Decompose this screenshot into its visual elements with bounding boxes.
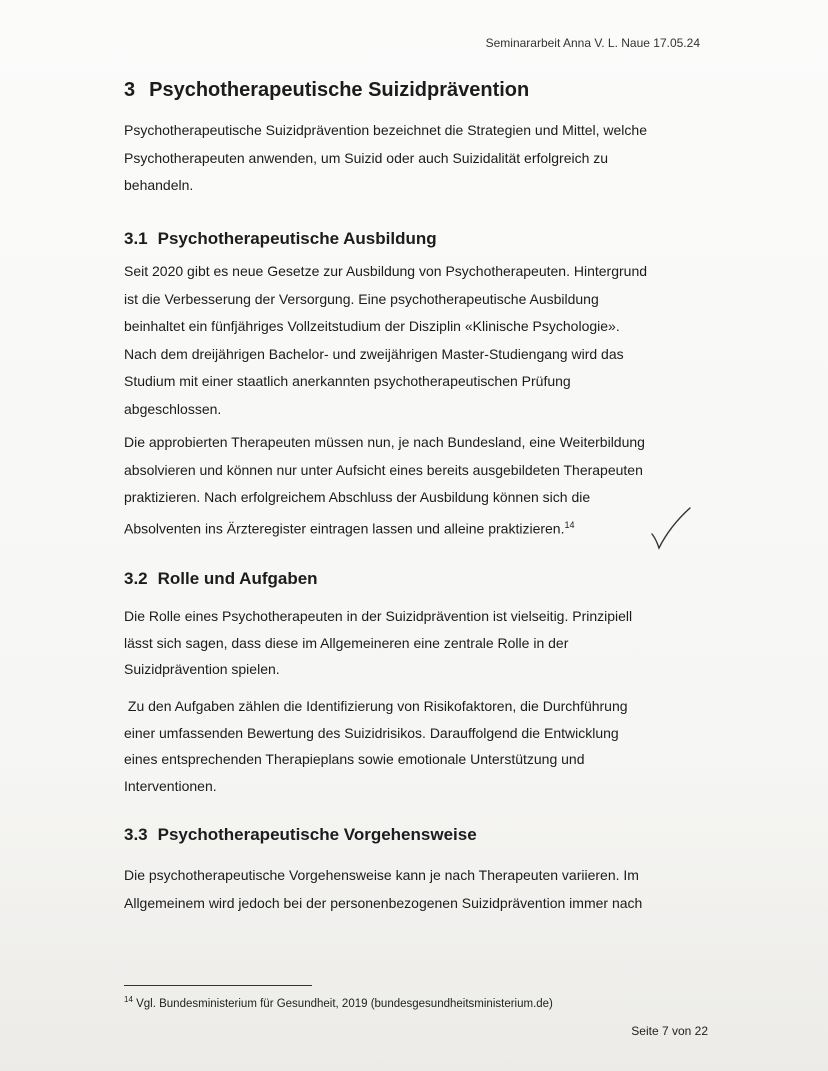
- section-3-heading: [124, 79, 529, 102]
- footnote-reference: 14: [564, 519, 575, 530]
- text-line: Die Rolle eines Psychotherapeuten in der Suizidprävention ist vielseitig. Prinzipiell: [124, 608, 633, 624]
- text-line: Psychotherapeuten anwenden, um Suizid oder auch Suizidalität erfolgreich zu: [124, 149, 609, 166]
- text-line: Die psychotherapeutische Vorgehensweise kann je nach Therapeuten variieren. Im: [124, 867, 639, 883]
- text-line: Studium mit einer staatlich anerkannten psychotherapeutischen Prüfung: [124, 373, 571, 389]
- paragraph: [124, 258, 724, 423]
- text-line: beinhaltet ein fünfjähriges Vollzeitstudium der Disziplin «Klinische Psychologie».: [124, 318, 620, 334]
- text-line: eines entsprechenden Therapieplans sowie emotionale Unterstützung und: [124, 751, 585, 767]
- section-3-3-heading: [124, 825, 477, 845]
- text-line: lässt sich sagen, dass diese im Allgemeineren eine zentrale Rolle in der: [124, 634, 569, 651]
- text-line: Zu den Aufgaben zählen die Identifizierung von Risikofaktoren, die Durchführung: [124, 698, 628, 714]
- paragraph: [124, 429, 724, 543]
- text-line: behandeln.: [124, 177, 194, 193]
- paragraph: [124, 862, 724, 917]
- section-3-2-heading: [124, 569, 318, 589]
- handwritten-checkmark-icon: [648, 506, 694, 552]
- text-line-content: Absolventen ins Ärzteregister eintragen lassen und alleine praktizieren.: [124, 520, 565, 537]
- text-line: Die approbierten Therapeuten müssen nun, je nach Bundesland, eine Weiterbildung: [124, 434, 645, 450]
- text-line: ist die Verbesserung der Versorgung. Eine psychotherapeutische Ausbildung: [124, 290, 599, 307]
- text-line: Nach dem dreijährigen Bachelor- und zweijährigen Master-Studiengang wird das: [124, 345, 624, 362]
- paragraph: [124, 603, 724, 683]
- section-title: Rolle und Aufgaben: [157, 569, 318, 588]
- text-line: absolvieren und können nur unter Aufsicht eines bereits ausgebildeten Therapeuten: [124, 461, 643, 478]
- text-line: praktizieren. Nach erfolgreichem Abschluss der Ausbildung können sich die: [124, 489, 591, 505]
- text-line: Allgemeinem wird jedoch bei der personenbezogenen Suizidprävention immer nach: [124, 894, 643, 911]
- section-title: Psychotherapeutische Suizidprävention: [149, 79, 530, 101]
- footnote-text: Vgl. Bundesministerium für Gesundheit, 2019 (bundesgesundheitsministerium.de): [136, 997, 553, 1010]
- text-line: Seit 2020 gibt es neue Gesetze zur Ausbildung von Psychotherapeuten. Hintergrund: [124, 263, 648, 279]
- section-title: Psychotherapeutische Ausbildung: [157, 229, 437, 248]
- footnote-separator: [124, 985, 312, 986]
- section-title: Psychotherapeutische Vorgehensweise: [157, 825, 477, 844]
- section-number: 3.3: [124, 825, 148, 844]
- page-header: Seminararbeit Anna V. L. Naue 17.05.24: [485, 36, 700, 50]
- footnote: [124, 995, 553, 1010]
- paragraph: [124, 117, 724, 200]
- text-line: Psychotherapeutische Suizidprävention bezeichnet die Strategien und Mittel, welche: [124, 122, 647, 138]
- text-line: [124, 512, 724, 543]
- footnote-number: 14: [124, 995, 133, 1004]
- text-line: einer umfassenden Bewertung des Suizidrisikos. Darauffolgend die Entwicklung: [124, 724, 619, 741]
- section-3-1-heading: [124, 229, 437, 249]
- paragraph: [124, 693, 724, 799]
- text-line: abgeschlossen.: [124, 400, 222, 417]
- page-number: Seite 7 von 22: [631, 1024, 708, 1038]
- section-number: 3: [124, 79, 136, 101]
- text-line: Interventionen.: [124, 777, 217, 794]
- section-number: 3.1: [124, 229, 148, 248]
- text-line: Suizidprävention spielen.: [124, 661, 280, 677]
- section-number: 3.2: [124, 569, 148, 588]
